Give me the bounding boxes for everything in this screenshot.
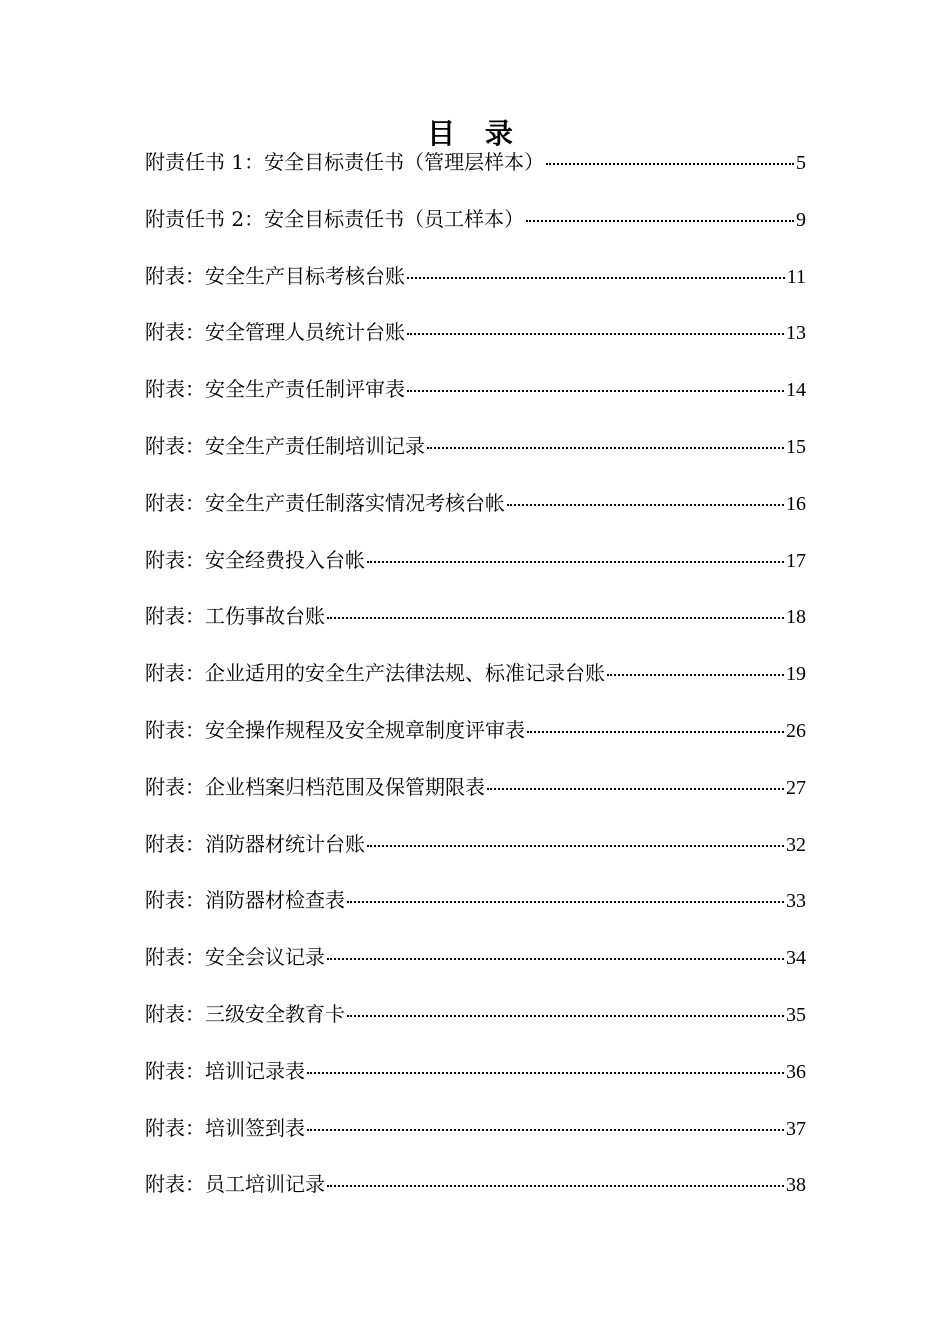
toc-entry-page: 27	[786, 776, 806, 799]
toc-entry[interactable]	[145, 596, 806, 653]
toc-entry-page: 19	[786, 663, 806, 686]
toc-entry-page: 9	[796, 208, 806, 231]
toc-entry-page: 34	[786, 947, 806, 970]
dot-leader	[367, 561, 784, 563]
toc-entry-label: 附表：安全经费投入台帐	[145, 547, 365, 572]
toc-entry-label: 附表：安全生产责任制评审表	[145, 377, 405, 402]
toc-entry[interactable]	[145, 653, 806, 710]
toc-entry-label: 附责任书 2：安全目标责任书（员工样本）	[145, 206, 525, 231]
toc-entry-page: 14	[786, 379, 806, 402]
toc-entry-label: 附表：安全管理人员统计台账	[145, 320, 405, 345]
dot-leader	[347, 1015, 784, 1017]
toc-entry-label: 附表：员工培训记录	[145, 1172, 325, 1197]
toc-entry[interactable]	[145, 199, 806, 256]
toc-entry-page: 36	[786, 1060, 806, 1083]
toc-title: 目 录	[427, 117, 523, 150]
toc-entry-label: 附表：安全生产责任制落实情况考核台帐	[145, 490, 505, 515]
toc-entry-label: 附表：安全操作规程及安全规章制度评审表	[145, 717, 525, 742]
toc-entry-page: 26	[786, 719, 806, 742]
dot-leader	[307, 1072, 784, 1074]
toc-entry[interactable]	[145, 937, 806, 994]
dot-leader	[367, 845, 784, 847]
dot-leader	[327, 617, 784, 619]
toc-entry-page: 13	[786, 322, 806, 345]
toc-entry[interactable]	[145, 1051, 806, 1108]
dot-leader	[347, 901, 784, 903]
toc-entry-page: 33	[786, 890, 806, 913]
toc-entry[interactable]	[145, 312, 806, 369]
toc-entry-page: 35	[786, 1003, 806, 1026]
toc-entry-page: 16	[786, 492, 806, 515]
toc-entry[interactable]	[145, 1108, 806, 1165]
toc-entry[interactable]	[145, 256, 806, 313]
dot-leader	[526, 220, 794, 222]
dot-leader	[507, 504, 784, 506]
toc-entry-label: 附表：工伤事故台账	[145, 604, 325, 629]
toc-entry-page: 38	[786, 1174, 806, 1197]
dot-leader	[327, 1185, 784, 1187]
toc-entry-page: 18	[786, 606, 806, 629]
dot-leader	[427, 447, 784, 449]
toc-entry-page: 11	[786, 265, 806, 288]
toc-entry[interactable]	[145, 880, 806, 937]
dot-leader	[407, 333, 784, 335]
toc-entry[interactable]	[145, 369, 806, 426]
dot-leader	[407, 277, 785, 279]
toc-entry[interactable]	[145, 994, 806, 1051]
toc-entry[interactable]	[145, 710, 806, 767]
toc-entry-page: 15	[786, 435, 806, 458]
toc-entry[interactable]	[145, 426, 806, 483]
toc-entry[interactable]	[145, 483, 806, 540]
dot-leader	[307, 1129, 784, 1131]
toc-entry-label: 附表：培训签到表	[145, 1115, 305, 1140]
toc-entry-label: 附表：安全生产目标考核台账	[145, 263, 405, 288]
dot-leader	[487, 788, 784, 790]
toc-list	[145, 142, 806, 1221]
dot-leader	[546, 163, 794, 165]
toc-entry-label: 附表：消防器材检查表	[145, 888, 345, 913]
toc-entry[interactable]	[145, 142, 806, 199]
dot-leader	[407, 390, 784, 392]
toc-entry-page: 32	[786, 833, 806, 856]
toc-entry-label: 附表：三级安全教育卡	[145, 1001, 345, 1026]
toc-entry-label: 附表：培训记录表	[145, 1058, 305, 1083]
toc-entry-page: 5	[796, 152, 806, 174]
toc-entry-label: 附表：企业档案归档范围及保管期限表	[145, 774, 485, 799]
toc-entry-page: 37	[786, 1117, 806, 1140]
toc-entry[interactable]	[145, 540, 806, 597]
toc-entry[interactable]	[145, 824, 806, 881]
toc-entry-label: 附表：安全生产责任制培训记录	[145, 433, 425, 458]
dot-leader	[327, 958, 784, 960]
dot-leader	[607, 674, 784, 676]
toc-entry-label: 附责任书 1：安全目标责任书（管理层样本）	[145, 150, 545, 174]
toc-entry-label: 附表：消防器材统计台账	[145, 831, 365, 856]
toc-entry[interactable]	[145, 767, 806, 824]
toc-entry-label: 附表：企业适用的安全生产法律法规、标准记录台账	[145, 661, 605, 686]
toc-entry[interactable]	[145, 1164, 806, 1221]
dot-leader	[527, 731, 784, 733]
toc-entry-label: 附表：安全会议记录	[145, 945, 325, 970]
toc-entry-page: 17	[786, 549, 806, 572]
